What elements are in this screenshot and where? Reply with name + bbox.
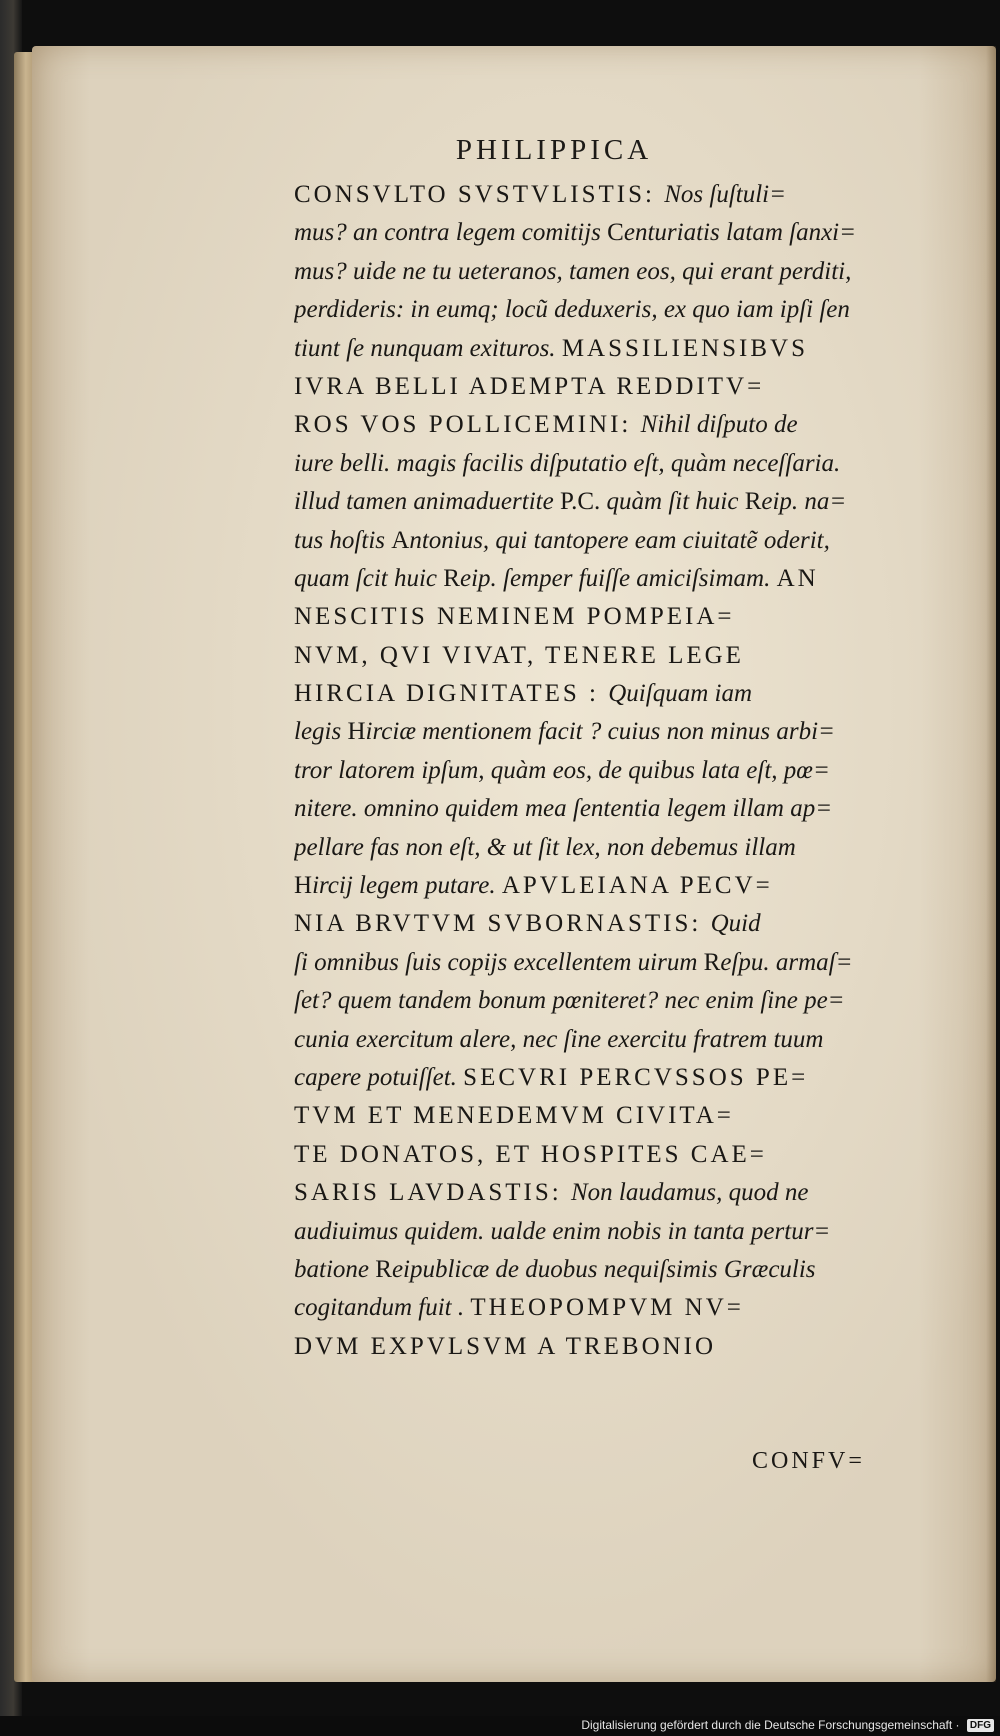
capitals-segment: HIRCIA DIGNITATES : <box>294 680 609 708</box>
text-line <box>294 1213 974 1251</box>
capitals-segment: SARIS LAVDASTIS: <box>294 1179 571 1207</box>
text-segment: iure belli. magis facilis diſputatio eſt, quàm neceſſaria. <box>294 449 841 477</box>
text-line <box>294 637 974 675</box>
text-line <box>294 982 974 1020</box>
running-title: PHILIPPICA <box>455 134 653 166</box>
text-line <box>294 214 974 252</box>
text-segment: tus hoſtis <box>294 526 392 554</box>
page-fold-shadow <box>986 46 996 1682</box>
text-line <box>294 1289 974 1327</box>
text-segment: tror latorem ipſum, quàm eos, de quibus lata eſt, pœ= <box>294 756 830 784</box>
text-line <box>294 752 974 790</box>
text-segment: illud tamen animaduertite <box>294 488 560 516</box>
text-line <box>294 330 974 368</box>
capitals-segment: IVRA BELLI ADEMPTA REDDITV= <box>294 372 765 400</box>
text-line <box>294 1328 974 1366</box>
text-segment: mus? an contra legem comitijs <box>294 219 608 247</box>
text-line <box>294 598 974 636</box>
text-segment: quam ſcit huic <box>294 564 444 592</box>
book-page <box>32 46 996 1682</box>
capitals-segment: SECVRI PERCVSSOS PE= <box>463 1063 809 1091</box>
capitals-segment: TE DONATOS, ET HOSPITES CAE= <box>294 1140 767 1168</box>
text-segment: mus? uide ne tu ueteranos, tamen eos, qui erant perditi, <box>294 257 852 285</box>
text-segment: C <box>607 219 624 247</box>
body-text <box>294 176 974 1366</box>
digitization-credit <box>581 1718 994 1732</box>
text-segment: R <box>375 1255 392 1283</box>
text-segment: H <box>294 872 313 900</box>
text-segment: R <box>703 948 721 976</box>
dfg-logo-icon: DFG <box>967 1719 994 1732</box>
text-line <box>294 1021 974 1059</box>
text-line <box>294 368 974 406</box>
text-segment: enturiatis latam ſanxi= <box>623 219 857 247</box>
text-line <box>294 1174 974 1212</box>
text-segment: cunia exercitum alere, nec ſine exercitu fratrem tuum <box>294 1025 824 1053</box>
text-line <box>294 253 974 291</box>
text-segment: ircij legem putare. <box>312 872 502 900</box>
text-line <box>294 675 974 713</box>
text-segment: H <box>347 718 366 746</box>
text-segment: eſpu. armaſ= <box>720 948 853 976</box>
text-segment: capere potuiſſet. <box>294 1063 464 1091</box>
text-segment: A <box>391 526 410 554</box>
capitals-segment: APVLEIANA PECV= <box>501 872 773 900</box>
text-segment: Nihil diſputo de <box>640 411 798 439</box>
text-segment: R <box>443 564 460 592</box>
text-segment: Nos ſuſtuli= <box>664 181 786 208</box>
text-segment: Non laudamus, quod ne <box>570 1179 809 1207</box>
text-segment: eip. ſemper fuiſſe amiciſsimam. <box>459 564 777 592</box>
capitals-segment: DVM EXPVLSVM A TREBONIO <box>294 1332 717 1360</box>
text-line <box>294 483 974 521</box>
capitals-segment: NESCITIS NEMINEM POMPEIA= <box>294 603 735 631</box>
text-segment: tiunt ſe nunquam exituros. <box>294 334 562 362</box>
capitals-segment: AN <box>776 564 819 592</box>
text-line <box>294 713 974 751</box>
text-segment: Quiſquam iam <box>608 680 752 708</box>
text-segment: Quid <box>710 910 761 938</box>
capitals-segment: THEOPOMPVM NV= <box>470 1294 744 1322</box>
text-segment: irciæ mentionem facit ? cuius non minus arbi= <box>365 718 835 746</box>
text-segment: pellare fas non eſt, & ut ſit lex, non debemus illam <box>294 833 796 861</box>
text-segment: audiuimus quidem. ualde enim nobis in tanta pertur= <box>294 1217 831 1245</box>
text-line <box>294 406 974 444</box>
text-line <box>294 1059 974 1097</box>
text-line <box>294 1251 974 1289</box>
capitals-segment: MASSILIENSIBVS <box>561 334 809 362</box>
text-line <box>294 944 974 982</box>
text-line <box>294 176 974 214</box>
capitals-segment: ROS VOS POLLICEMINI: <box>294 411 641 439</box>
text-line <box>294 1136 974 1174</box>
text-segment: legis <box>294 718 348 746</box>
text-line <box>294 867 974 905</box>
text-line <box>294 291 974 329</box>
text-segment: eip. na= <box>761 488 847 516</box>
text-segment: P.C. <box>559 488 601 516</box>
capitals-segment: NVM, QVI VIVAT, TENERE LEGE <box>294 641 744 669</box>
text-segment: ſet? quem tandem bonum pœniteret? nec enim ſine pe= <box>294 987 845 1015</box>
text-line <box>294 829 974 867</box>
text-segment: cogitandum fuit . <box>294 1294 471 1322</box>
text-line <box>294 905 974 943</box>
text-line <box>294 790 974 828</box>
catchword: CONFV= <box>752 1448 865 1474</box>
capitals-segment: NIA BRVTVM SVBORNASTIS: <box>294 910 711 938</box>
text-segment: eipublicæ de duobus nequiſsimis Græculis <box>391 1255 816 1283</box>
text-segment: perdideris: in eumq; locũ deduxeris, ex quo iam ipſi ſen <box>294 296 850 324</box>
capitals-segment: CONSVLTO SVSTVLISTIS: <box>294 181 665 208</box>
capitals-segment: TVM ET MENEDEMVM CIVITA= <box>294 1102 734 1130</box>
text-line <box>294 445 974 483</box>
text-segment: R <box>744 488 762 516</box>
text-line <box>294 522 974 560</box>
text-segment: quàm ſit huic <box>600 488 745 516</box>
credit-text: Digitalisierung gefördert durch die Deutsche Forschungsgemeinschaft · <box>581 1718 960 1732</box>
text-segment: batione <box>294 1255 376 1283</box>
text-line <box>294 1097 974 1135</box>
text-segment: nitere. omnino quidem mea ſententia legem illam ap= <box>294 795 833 823</box>
text-line <box>294 560 974 598</box>
text-segment: ntonius, qui tantopere eam ciuitatẽ oderit, <box>409 526 830 554</box>
text-segment: ſi omnibus ſuis copijs excellentem uirum <box>294 948 704 976</box>
